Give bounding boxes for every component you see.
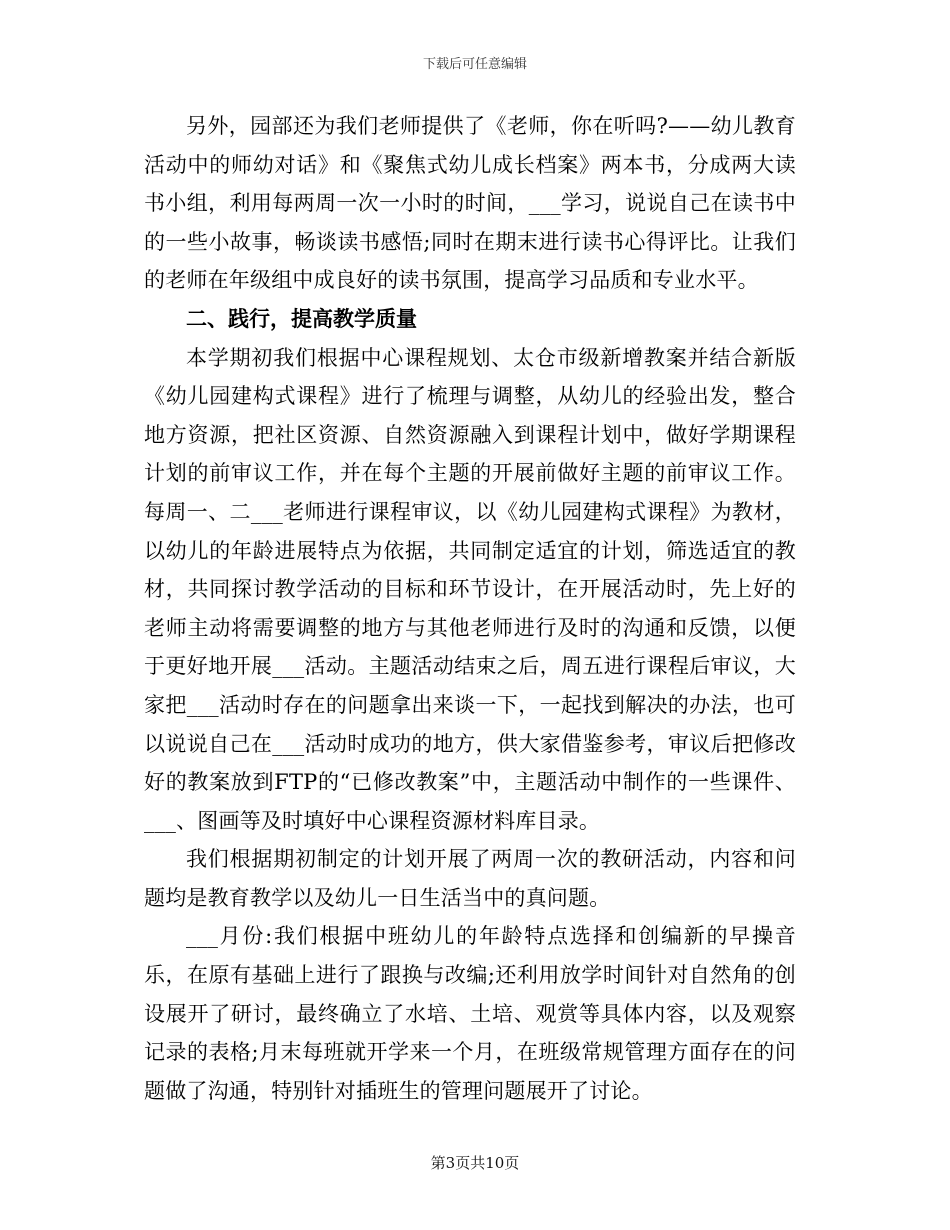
page-number: 第3页共10页 [430, 1154, 520, 1172]
paragraph-reading-groups: 另外，园部还为我们老师提供了《老师，你在听吗?——幼儿教育活动中的师幼对话》和《聚焦式幼儿成长档案》两本书，分成两大读书小组，利用每两周一次一小时的时间，___学习，说说自己在读书中的一些小故事，畅谈读书感悟;同时在期末进行读书心得评比。让我们的老师在年级组中成良好的读书氛围，提高学习品质和专业水平。 [144, 114, 796, 293]
paragraph-monthly-activities: ___月份:我们根据中班幼儿的年龄特点选择和创编新的早操音乐，在原有基础上进行了跟换与改编;还利用放学时间针对自然角的创设展开了研讨，最终确立了水培、土培、观赏等具体内容，以及观察记录的表格;月末每班就开学来一个月，在班级常规管理方面存在的问题做了沟通，特别针对插班生的管理问题展开了讨论。 [144, 924, 796, 1103]
paragraph-teaching-research: 我们根据期初制定的计划开展了两周一次的教研活动，内容和问题均是教育教学以及幼儿一日生活当中的真问题。 [144, 847, 796, 910]
header-note: 下载后可任意编辑 [422, 57, 527, 72]
section-heading-practice: 二、践行，提高教学质量 [186, 305, 417, 331]
document-body [144, 107, 796, 1110]
paragraph-curriculum-review: 本学期初我们根据中心课程规划、太仓市级新增教案并结合新版《幼儿园建构式课程》进行了梳理与调整，从幼儿的经验出发，整合地方资源，把社区资源、自然资源融入到课程计划中，做好学期课程计划的前审议工作，并在每个主题的开展前做好主题的前审议工作。每周一、二___老师进行课程审议，以《幼儿园建构式课程》为教材，以幼儿的年龄进展特点为依据，共同制定适宜的计划，筛选适宜的教材，共同探讨教学活动的目标和环节设计，在开展活动时，先上好的老师主动将需要调整的地方与其他老师进行及时的沟通和反馈，以便于更好地开展___活动。主题活动结束之后，周五进行课程后审议，大家把___活动时存在的问题拿出来谈一下，一起找到解决的办法，也可以说说自己在___活动时成功的地方，供大家借鉴参考，审议后把修改好的教案放到FTP的“已修改教案”中，主题活动中制作的一些课件、___、图画等及时填好中心课程资源材料库目录。 [144, 345, 796, 833]
